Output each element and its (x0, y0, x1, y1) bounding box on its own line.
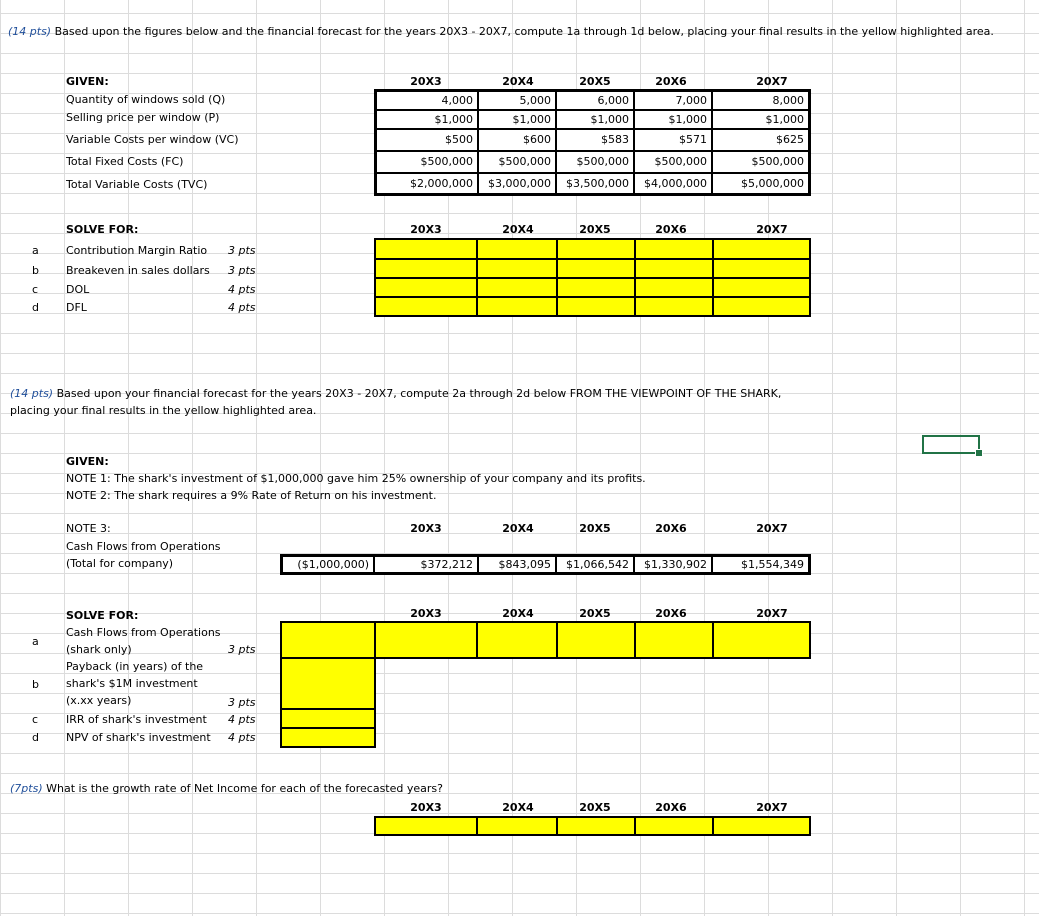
item-label: Contribution Margin Ratio (66, 244, 208, 257)
year-header: 20X7 (756, 75, 788, 88)
given-cell[interactable]: 5,000 (478, 91, 556, 110)
item-letter: a (32, 635, 39, 648)
answer-cell[interactable] (634, 277, 714, 298)
answer-cell[interactable] (556, 258, 636, 279)
answer-cell[interactable] (374, 277, 478, 298)
item-letter: b (32, 678, 39, 691)
answer-cell[interactable] (712, 258, 811, 279)
cash-flow-cell[interactable]: $372,212 (374, 556, 478, 573)
answer-cell[interactable] (556, 621, 636, 659)
item-points: 4 pts (228, 283, 256, 296)
cash-flow-cell[interactable]: $1,330,902 (634, 556, 712, 573)
q2-instructions (10, 387, 781, 401)
note-2: NOTE 2: The shark requires a 9% Rate of Return on his investment. (66, 489, 437, 502)
given-cell[interactable]: $1,000 (556, 110, 634, 129)
item-label: Breakeven in sales dollars (66, 264, 210, 277)
given-cell[interactable]: $4,000,000 (634, 173, 712, 194)
answer-cell[interactable] (374, 296, 478, 317)
given-cell[interactable]: $583 (556, 129, 634, 151)
given-cell[interactable]: 8,000 (712, 91, 809, 110)
cfo-label: Cash Flows from Operations (66, 540, 221, 553)
given-cell[interactable]: $5,000,000 (712, 173, 809, 194)
given-cell[interactable]: $500 (376, 129, 478, 151)
year-header: 20X4 (502, 75, 534, 88)
cash-flow-cell[interactable]: $1,554,349 (712, 556, 809, 573)
year-header: 20X3 (410, 801, 442, 814)
q2-solve-heading: SOLVE FOR: (66, 609, 139, 622)
year-header: 20X6 (655, 607, 687, 620)
answer-cell[interactable] (476, 816, 558, 836)
year-header: 20X5 (579, 75, 611, 88)
q3-text: What is the growth rate of Net Income for each of the forecasted years? (46, 782, 443, 795)
item-letter: d (32, 731, 39, 744)
given-cell[interactable]: $500,000 (712, 151, 809, 173)
given-cell[interactable]: $1,000 (376, 110, 478, 129)
answer-cell[interactable] (634, 621, 714, 659)
answer-cell[interactable] (634, 238, 714, 260)
answer-cell[interactable] (374, 258, 478, 279)
item-label: Cash Flows from Operations (66, 626, 221, 639)
year-header: 20X4 (502, 522, 534, 535)
q1-instructions (8, 25, 994, 39)
item-points: 4 pts (228, 731, 256, 744)
answer-cell[interactable] (556, 277, 636, 298)
given-cell[interactable]: $500,000 (634, 151, 712, 173)
year-header: 20X4 (502, 607, 534, 620)
item-sublabel: (shark only) (66, 643, 132, 656)
answer-cell[interactable] (476, 277, 558, 298)
year-header: 20X6 (655, 522, 687, 535)
item-label: Payback (in years) of the (66, 660, 204, 673)
given-row-label: Quantity of windows sold (Q) (66, 93, 226, 106)
given-cell[interactable]: 6,000 (556, 91, 634, 110)
item-letter: c (32, 713, 39, 726)
item-points: 3 pts (228, 696, 256, 709)
answer-cell[interactable] (556, 296, 636, 317)
given-cell[interactable]: $1,000 (634, 110, 712, 129)
selected-cell[interactable] (922, 435, 980, 454)
item-points: 3 pts (228, 244, 256, 257)
item-sublabel: (x.xx years) (66, 694, 132, 707)
given-cell[interactable]: 7,000 (634, 91, 712, 110)
item-points: 4 pts (228, 301, 256, 314)
given-cell[interactable]: $500,000 (556, 151, 634, 173)
answer-cell[interactable] (280, 657, 376, 710)
answer-cell[interactable] (476, 296, 558, 317)
given-cell[interactable]: $2,000,000 (376, 173, 478, 194)
year-header: 20X4 (502, 801, 534, 814)
item-label: IRR of shark's investment (66, 713, 207, 726)
year-header: 20X5 (579, 522, 611, 535)
cash-flow-cell[interactable]: $843,095 (478, 556, 556, 573)
year-header: 20X7 (756, 223, 788, 236)
q1-text: Based upon the figures below and the financial forecast for the years 20X3 - 20X7, compute 1a through 1d below, placing your final results in the yellow highlighted area. (54, 25, 994, 38)
year-header: 20X3 (410, 607, 442, 620)
item-letter: a (32, 244, 39, 257)
year-header: 20X6 (655, 75, 687, 88)
year-header: 20X4 (502, 223, 534, 236)
answer-cell[interactable] (712, 816, 811, 836)
answer-cell[interactable] (712, 238, 811, 260)
answer-cell[interactable] (374, 816, 478, 836)
answer-cell[interactable] (476, 238, 558, 260)
year-header: 20X6 (655, 801, 687, 814)
given-cell[interactable]: $500,000 (478, 151, 556, 173)
item-letter: c (32, 283, 39, 296)
cash-flow-cell[interactable]: $1,066,542 (556, 556, 634, 573)
year-header: 20X3 (410, 223, 442, 236)
given-heading: GIVEN: (66, 75, 109, 88)
fill-handle[interactable] (975, 449, 983, 457)
q1-points: (14 pts) (8, 25, 52, 38)
answer-cell[interactable] (712, 621, 811, 659)
item-letter: b (32, 264, 39, 277)
answer-cell[interactable] (556, 816, 636, 836)
item-label: DFL (66, 301, 87, 314)
given-cell[interactable]: $1,000 (478, 110, 556, 129)
answer-cell[interactable] (476, 258, 558, 279)
given-cell[interactable]: $500,000 (376, 151, 478, 173)
given-cell[interactable]: $1,000 (712, 110, 809, 129)
given-cell[interactable]: $625 (712, 129, 809, 151)
given-row-label: Variable Costs per window (VC) (66, 133, 239, 146)
q2-points: (14 pts) (10, 387, 54, 400)
q3-instructions (10, 782, 443, 796)
item-points: 3 pts (228, 643, 256, 656)
item-label: DOL (66, 283, 90, 296)
year-header: 20X7 (756, 607, 788, 620)
q2-given-heading: GIVEN: (66, 455, 109, 468)
given-row-label: Total Fixed Costs (FC) (66, 155, 184, 168)
initial-investment-cell[interactable]: ($1,000,000) (282, 556, 374, 573)
answer-cell[interactable] (556, 238, 636, 260)
answer-cell[interactable] (280, 621, 376, 659)
q2-text: Based upon your financial forecast for the years 20X3 - 20X7, compute 2a through 2d below FROM THE VIEWPOINT OF THE SHARK, (56, 387, 782, 400)
year-header: 20X7 (756, 801, 788, 814)
year-header: 20X5 (579, 801, 611, 814)
cfo-sublabel: (Total for company) (66, 557, 174, 570)
answer-cell[interactable] (280, 708, 376, 729)
given-cell[interactable]: $600 (478, 129, 556, 151)
item-points: 4 pts (228, 713, 256, 726)
given-cell[interactable]: $3,500,000 (556, 173, 634, 194)
note-1: NOTE 1: The shark's investment of $1,000,000 gave him 25% ownership of your company and its profits. (66, 472, 646, 485)
answer-cell[interactable] (634, 816, 714, 836)
answer-cell[interactable] (712, 296, 811, 317)
q2-text-line2: placing your final results in the yellow highlighted area. (10, 404, 317, 417)
answer-cell[interactable] (374, 621, 478, 659)
year-header: 20X5 (579, 607, 611, 620)
note-3: NOTE 3: (66, 522, 111, 535)
item-label: NPV of shark's investment (66, 731, 211, 744)
answer-cell[interactable] (374, 238, 478, 260)
year-header: 20X7 (756, 522, 788, 535)
given-cell[interactable]: $571 (634, 129, 712, 151)
given-cell[interactable]: $3,000,000 (478, 173, 556, 194)
item-points: 3 pts (228, 264, 256, 277)
year-header: 20X3 (410, 522, 442, 535)
answer-cell[interactable] (712, 277, 811, 298)
year-header: 20X3 (410, 75, 442, 88)
given-row-label: Total Variable Costs (TVC) (66, 178, 208, 191)
given-cell[interactable]: 4,000 (376, 91, 478, 110)
year-header: 20X6 (655, 223, 687, 236)
answer-cell[interactable] (476, 621, 558, 659)
item-letter: d (32, 301, 39, 314)
answer-cell[interactable] (280, 727, 376, 748)
item-sublabel: shark's $1M investment (66, 677, 198, 690)
solve-heading: SOLVE FOR: (66, 223, 139, 236)
answer-cell[interactable] (634, 296, 714, 317)
year-header: 20X5 (579, 223, 611, 236)
given-row-label: Selling price per window (P) (66, 111, 220, 124)
q3-points: (7pts) (10, 782, 43, 795)
answer-cell[interactable] (634, 258, 714, 279)
